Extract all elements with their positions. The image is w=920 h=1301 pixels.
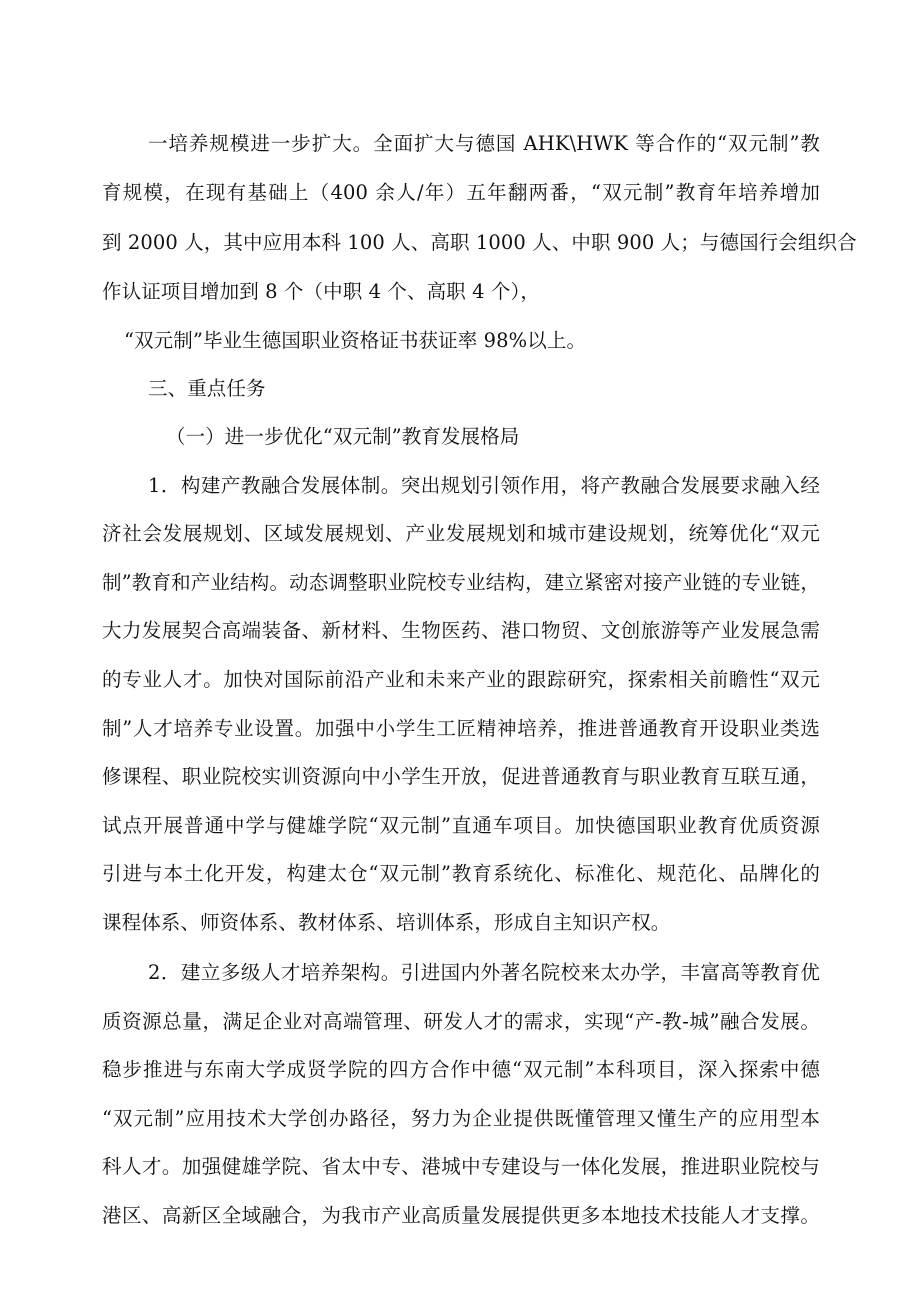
list-item-line: 制”教育和产业结构。动态调整职业院校专业结构，建立紧密对接产业链的专业链， — [102, 571, 820, 594]
list-item-line: 引进与本土化开发，构建太仓“双元制”教育系统化、标准化、规范化、品牌化的 — [102, 862, 820, 885]
list-item-line: 1．构建产教融合发展体制。突出规划引领作用，将产教融合发展要求融入经 — [148, 474, 820, 497]
list-item-line: 稳步推进与东南大学成贤学院的四方合作中德“双元制”本科项目，深入探索中德 — [102, 1058, 820, 1081]
list-item-line: 科人才。加强健雄学院、省太中专、港城中专建设与一体化发展，推进职业院校与 — [102, 1155, 820, 1178]
paragraph-text: “双元制”毕业生德国职业资格证书获证率 98%以上。 — [124, 329, 587, 352]
list-item-line: “双元制”应用技术大学创办路径，努力为企业提供既懂管理又懂生产的应用型本 — [102, 1107, 820, 1130]
list-item-line: 修课程、职业院校实训资源向中小学生开放，促进普通教育与职业教育互联互通， — [102, 765, 820, 788]
list-item-line: 大力发展契合高端装备、新材料、生物医药、港口物贸、文创旅游等产业发展急需 — [102, 619, 820, 642]
list-item-line: 制”人才培养专业设置。加强中小学生工匠精神培养，推进普通教育开设职业类选 — [102, 717, 820, 740]
paragraph-line: 育规模，在现有基础上（400 余人/年）五年翻两番，“双元制”教育年培养增加 — [102, 181, 820, 204]
list-item-line: 2．建立多级人才培养架构。引进国内外著名院校来太办学，丰富高等教育优 — [148, 961, 820, 984]
list-item-line: 质资源总量，满足企业对高端管理、研发人才的需求，实现“产-教-城”融合发展。 — [102, 1010, 820, 1033]
list-item-line: 港区、高新区全域融合，为我市产业高质量发展提供更多本地技术技能人才支撑。 — [102, 1204, 820, 1227]
subsection-heading: （一）进一步优化“双元制”教育发展格局 — [166, 425, 520, 448]
list-item-line: 济社会发展规划、区域发展规划、产业发展规划和城市建设规划，统筹优化“双元 — [102, 522, 820, 545]
list-item-line: 课程体系、师资体系、教材体系、培训体系，形成自主知识产权。 — [102, 911, 671, 934]
section-heading: 三、重点任务 — [148, 377, 266, 400]
paragraph-line: 一培养规模进一步扩大。全面扩大与德国 AHK\HWK 等合作的“双元制”教 — [148, 132, 820, 155]
list-item-line: 试点开展普通中学与健雄学院“双元制”直通车项目。加快德国职业教育优质资源 — [102, 814, 820, 837]
paragraph-line: 到 2000 人，其中应用本科 100 人、高职 1000 人、中职 900 人；与德国行会组织合 — [102, 231, 857, 254]
paragraph-line: 作认证项目增加到 8 个（中职 4 个、高职 4 个）， — [102, 280, 540, 303]
list-item-line: 的专业人才。加快对国际前沿产业和未来产业的跟踪研究，探索相关前瞻性“双元 — [102, 668, 820, 691]
